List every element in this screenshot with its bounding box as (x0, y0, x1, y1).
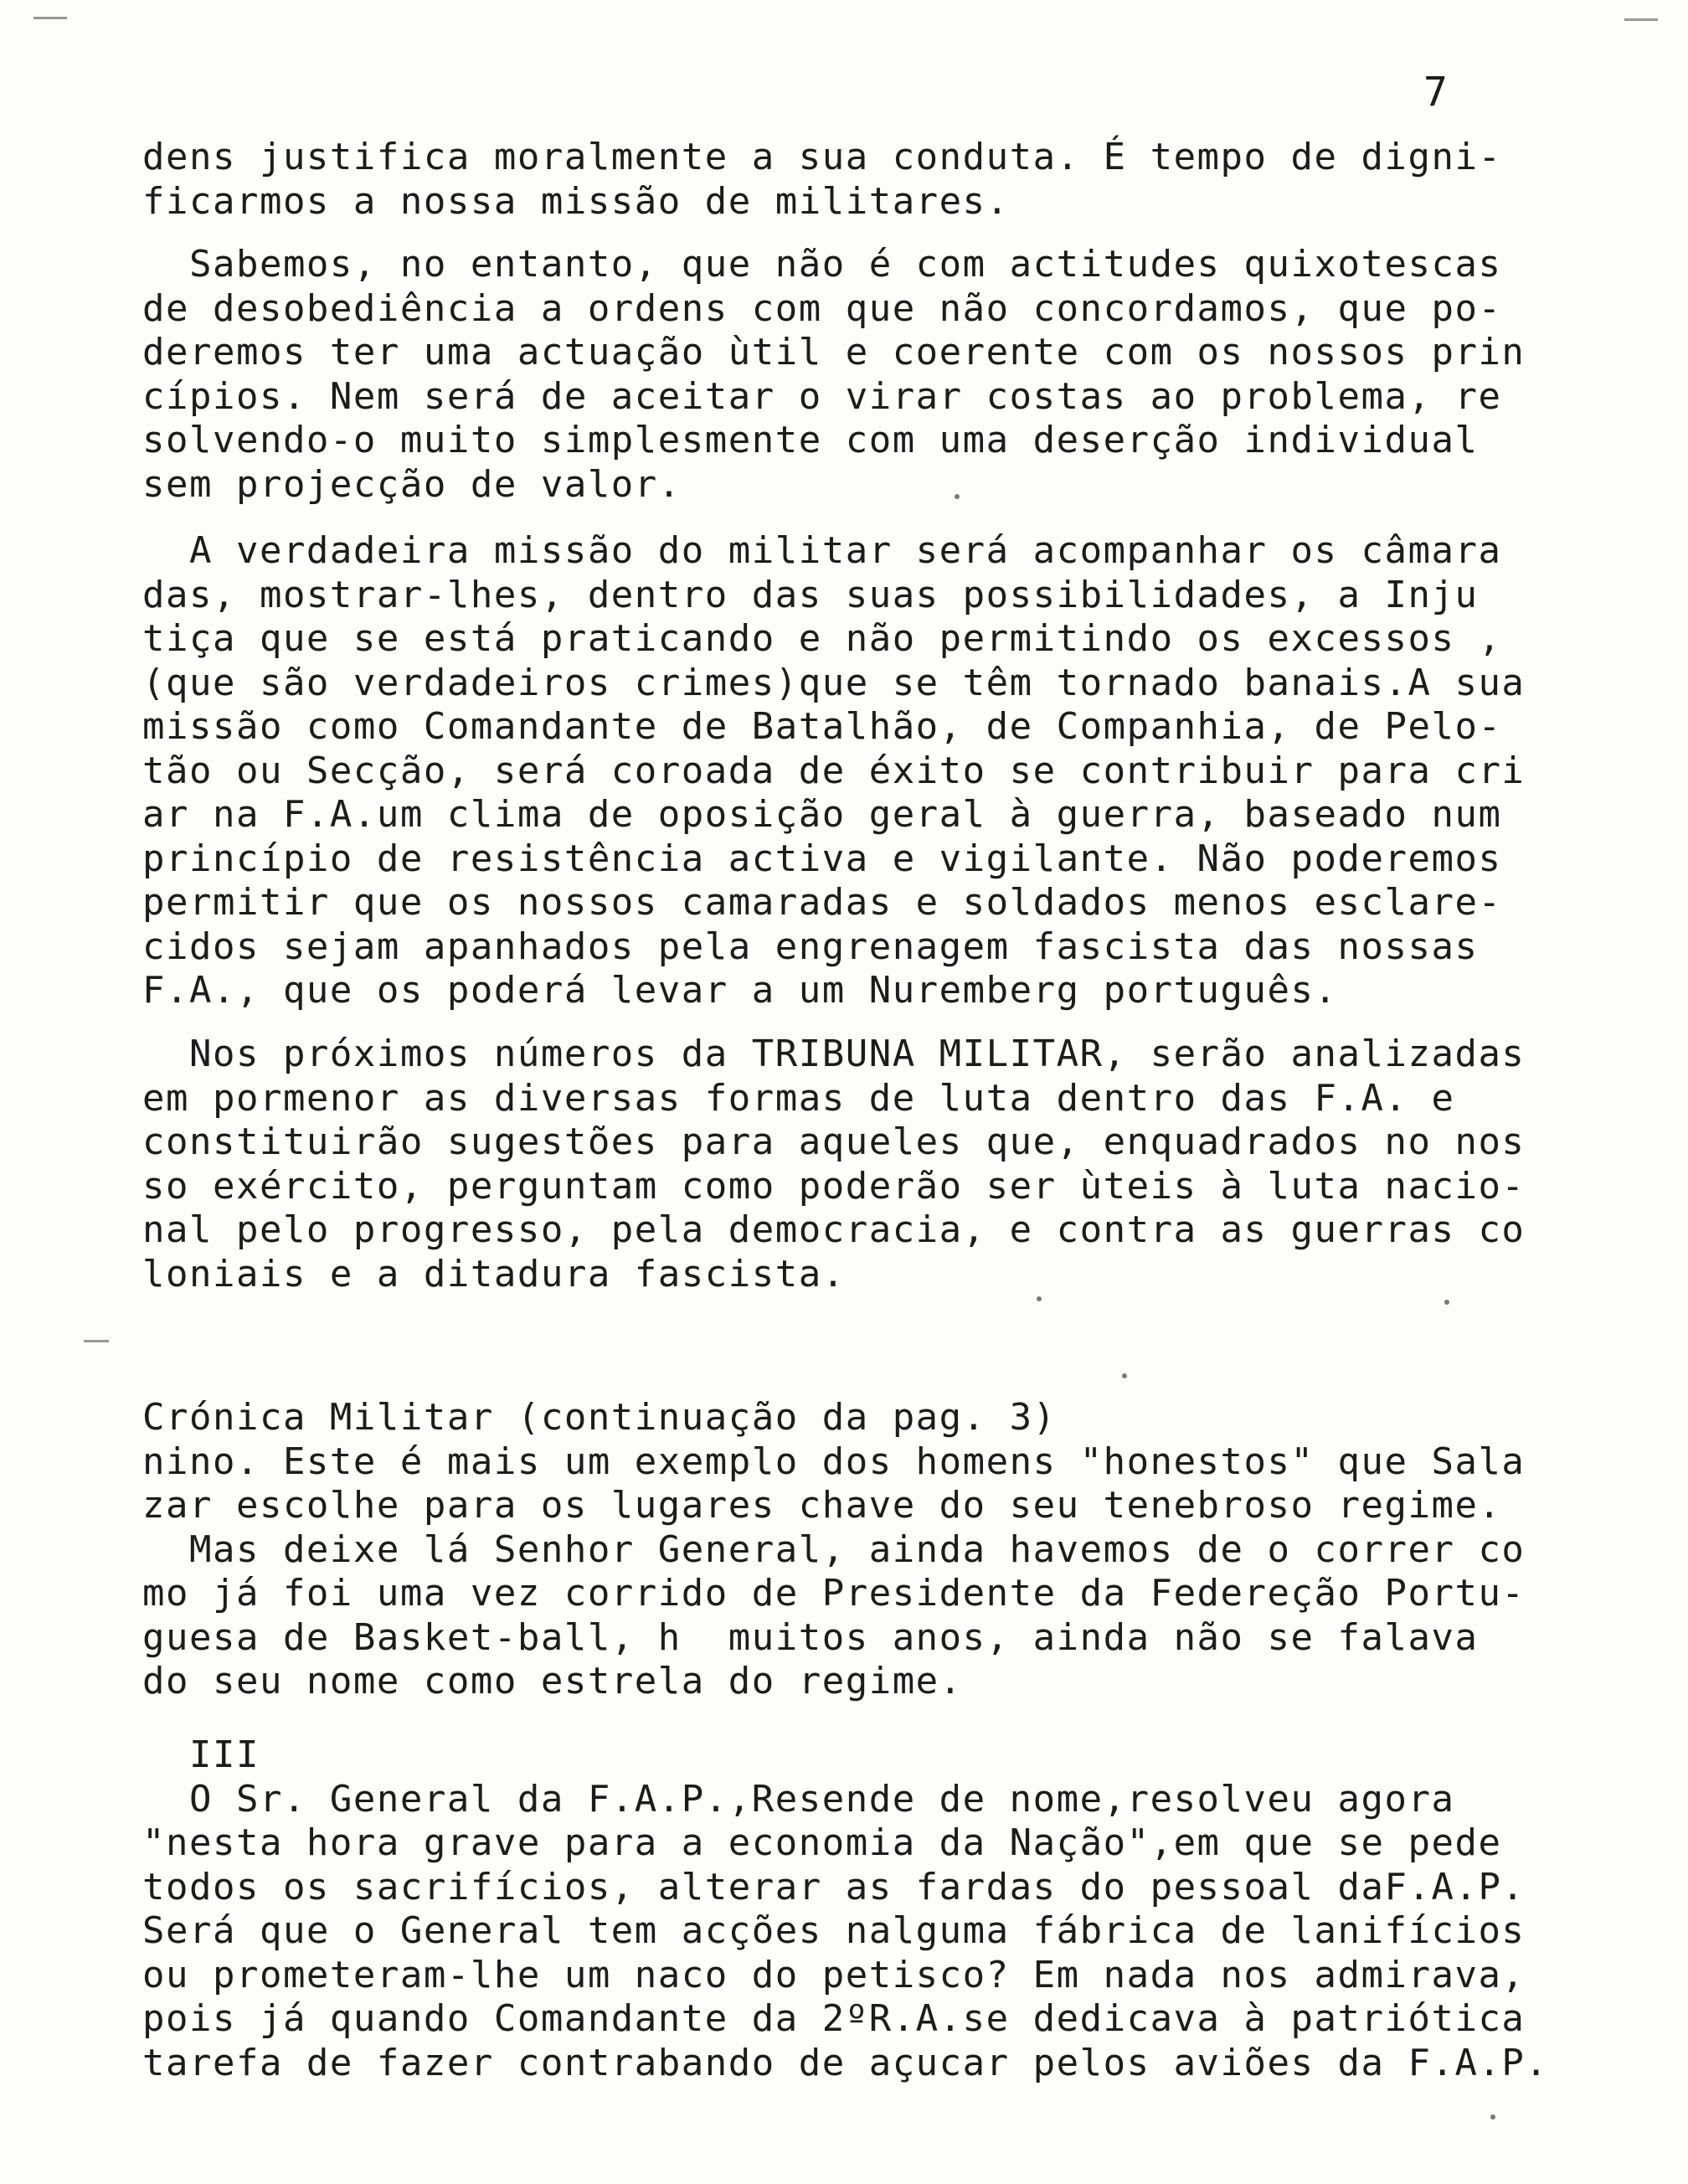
text-line: cípios. Nem será de aceitar o virar costas ao problema, re (142, 374, 1502, 418)
scan-speck (955, 494, 960, 499)
text-line: O Sr. General da F.A.P.,Resende de nome,resolveu agora (142, 1777, 1455, 1821)
text-line: solvendo-o muito simplesmente com uma deserção individual (142, 419, 1479, 461)
text-line: guesa de Basket-ball, h muitos anos, ainda não se falava (142, 1615, 1479, 1659)
cronica-militar-continuation (142, 1396, 1633, 1704)
text-line: deremos ter uma actuação ùtil e coerente com os nossos prin (142, 331, 1526, 373)
scan-speck (1037, 1296, 1042, 1301)
paragraph-1 (142, 136, 1633, 224)
scan-mark (33, 17, 67, 19)
text-line: Mas deixe lá Senhor General, ainda havemos de o correr co (142, 1527, 1526, 1571)
text-line: todos os sacrifícios, alterar as fardas do pessoal daF.A.P. (142, 1865, 1526, 1908)
text-line: so exército, perguntam como poderão ser ùteis à luta nacio- (142, 1164, 1526, 1208)
text-line: Sabemos, no entanto, que não é com actitudes quixotescas (142, 243, 1502, 286)
scan-speck (1122, 1373, 1127, 1378)
text-line: constituirão sugestões para aqueles que, enquadrados no nos (142, 1120, 1526, 1163)
text-line: F.A., que os poderá levar a um Nuremberg português. (142, 969, 1338, 1012)
text-line: do seu nome como estrela do regime. (142, 1660, 963, 1702)
text-line: dens justifica moralmente a sua conduta. É tempo de digni- (142, 136, 1502, 178)
text-line: Será que o General tem acções nalguma fábrica de lanifícios (142, 1909, 1526, 1952)
page-number: 7 (1423, 69, 1448, 116)
text-line: ar na F.A.um clima de oposição geral à guerra, baseado num (142, 793, 1502, 836)
text-line: tão ou Secção, será coroada de éxito se contribuir para cri (142, 749, 1526, 792)
text-line: nal pelo progresso, pela democracia, e contra as guerras co (142, 1208, 1526, 1251)
continuation-heading: Crónica Militar (continuação da pag. 3) (142, 1396, 1057, 1439)
scan-speck (1444, 1300, 1449, 1305)
text-line: das, mostrar-lhes, dentro das suas possibilidades, a Inju (142, 573, 1479, 616)
section-iii (142, 1733, 1633, 2085)
text-line: em pormenor as diversas formas de luta dentro das F.A. e (142, 1076, 1455, 1120)
paragraph-2 (142, 243, 1633, 507)
text-line: sem projecção de valor. (142, 462, 682, 506)
text-line: ficarmos a nossa missão de militares. (142, 179, 1010, 223)
text-line: pois já quando Comandante da 2ºR.A.se dedicava à patriótica (142, 1997, 1526, 2040)
text-line: ou prometeram-lhe um naco do petisco? Em nada nos admirava, (142, 1953, 1526, 1996)
text-line: loniais e a ditadura fascista. (142, 1252, 846, 1295)
scan-mark (1624, 18, 1658, 21)
text-line: tiça que se está praticando e não permitindo os excessos , (142, 617, 1502, 660)
paragraph-4 (142, 1033, 1633, 1296)
section-heading: III (142, 1733, 260, 1776)
scan-speck (1490, 2114, 1495, 2120)
text-line: "nesta hora grave para a economia da Nação",em que se pede (142, 1821, 1502, 1864)
text-line: nino. Este é mais um exemplo dos homens "honestos" que Sala (142, 1440, 1526, 1483)
paragraph-3 (142, 529, 1633, 1013)
text-line: A verdadeira missão do militar será acompanhar os câmara (142, 529, 1502, 572)
text-line: cidos sejam apanhados pela engrenagem fascista das nossas (142, 925, 1479, 968)
text-line: (que são verdadeiros crimes)que se têm tornado banais.A sua (142, 661, 1526, 704)
text-line: Nos próximos números da TRIBUNA MILITAR, serão analizadas (142, 1033, 1526, 1075)
scan-mark (84, 1340, 109, 1342)
text-line: zar escolhe para os lugares chave do seu tenebroso regime. (142, 1484, 1502, 1527)
text-line: tarefa de fazer contrabando de açucar pelos aviões da F.A.P. (142, 2041, 1549, 2084)
text-line: permitir que os nossos camaradas e soldados menos esclare- (142, 881, 1502, 924)
text-line: princípio de resistência activa e vigilante. Não poderemos (142, 837, 1502, 880)
text-line: de desobediência a ordens com que não concordamos, que po- (142, 286, 1502, 330)
text-line: mo já foi uma vez corrido de Presidente da Federeção Portu- (142, 1572, 1526, 1615)
text-line: missão como Comandante de Batalhão, de Companhia, de Pelo- (142, 705, 1502, 748)
